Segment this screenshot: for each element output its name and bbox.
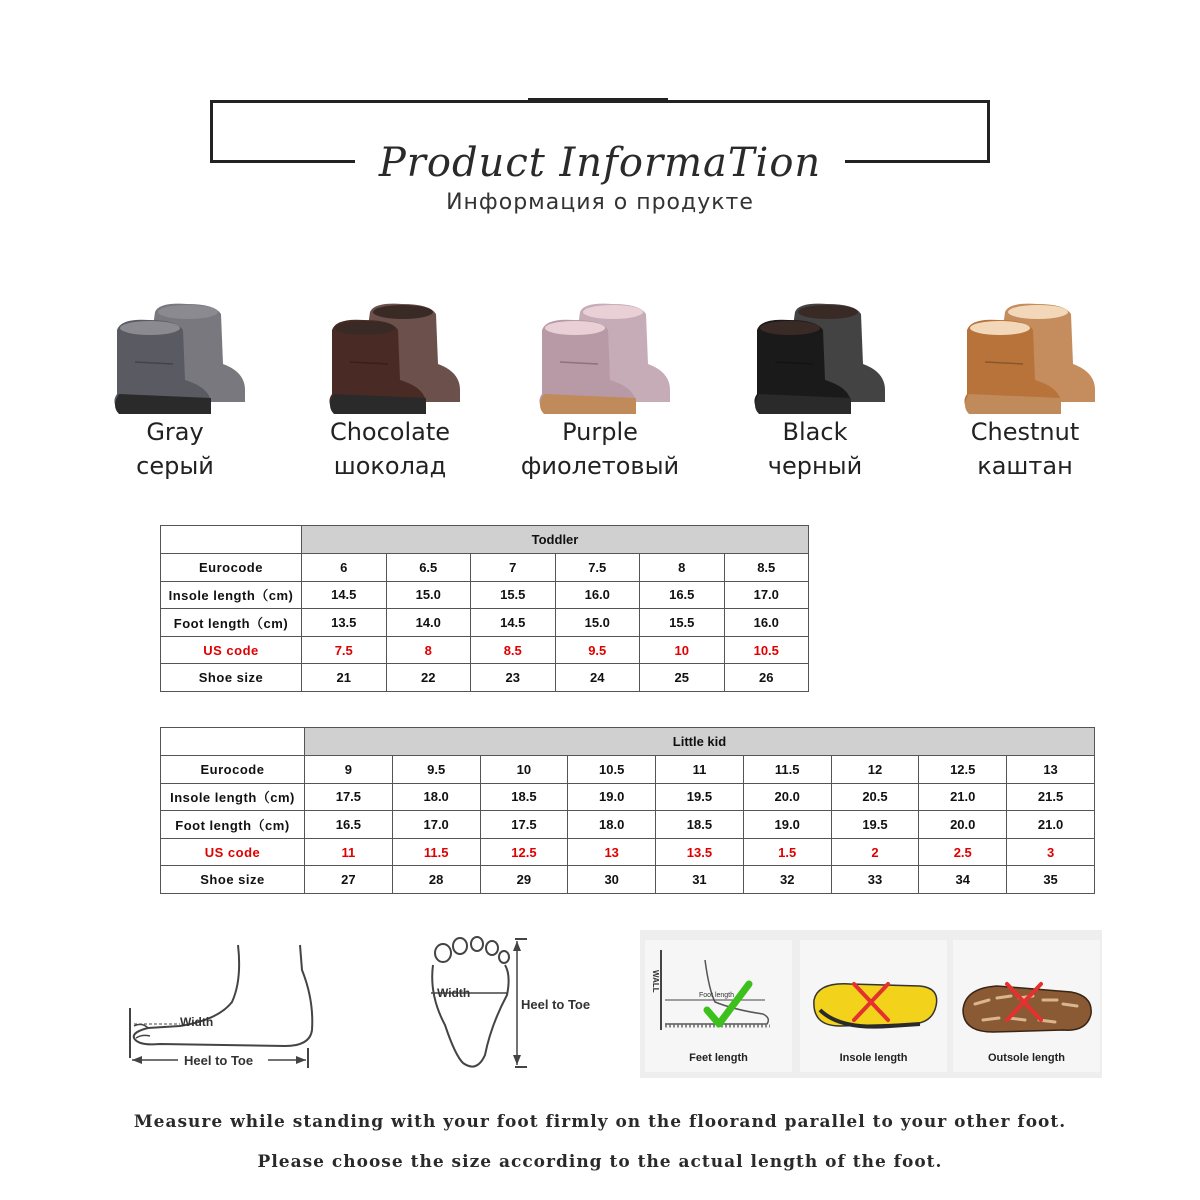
- table-row: [161, 838, 1095, 866]
- table-cell: 18.5: [480, 783, 568, 811]
- table-cell: 18.0: [568, 811, 656, 839]
- table-cell: 7: [471, 554, 556, 582]
- table-row: [161, 811, 1095, 839]
- variant-chocolate: [290, 290, 490, 490]
- table-cell: 8.5: [471, 636, 556, 664]
- side-width-label: Width: [180, 1015, 214, 1029]
- table-cell: 9: [305, 756, 393, 784]
- table-cell: 9.5: [555, 636, 640, 664]
- table-cell: 12.5: [919, 756, 1007, 784]
- little-kid-size-table: [160, 727, 1095, 894]
- table-cell: 16.5: [640, 581, 725, 609]
- toddler-group-label: Toddler: [302, 526, 809, 554]
- table-cell: 8: [386, 636, 471, 664]
- table-cell: 11.5: [743, 756, 831, 784]
- check-icon: [707, 984, 749, 1024]
- table-cell: 23: [471, 664, 556, 692]
- boot-image: [75, 290, 275, 420]
- table-cell: 9.5: [392, 756, 480, 784]
- table-cell: 20.5: [831, 783, 919, 811]
- instruction-line-1: Measure while standing with your foot firmly on the floorand parallel to your other foot.: [133, 1112, 1067, 1132]
- variant-name-en: Chocolate: [329, 418, 451, 446]
- table-cell: 12: [831, 756, 919, 784]
- table-cell: 16.0: [555, 581, 640, 609]
- table-cell: 2.5: [919, 838, 1007, 866]
- row-label: Insole length（cm): [161, 581, 302, 609]
- table-cell: 11.5: [392, 838, 480, 866]
- table-cell: 20.0: [743, 783, 831, 811]
- feet-length-caption: Feet length: [689, 1052, 748, 1064]
- variant-name-en: Purple: [562, 418, 638, 446]
- table-cell: 16.5: [305, 811, 393, 839]
- table-row: [161, 756, 1095, 784]
- table-cell: 21.0: [1007, 811, 1095, 839]
- boot-image: [715, 290, 915, 420]
- row-label: Foot length（cm): [161, 609, 302, 637]
- table-cell: 21.5: [1007, 783, 1095, 811]
- table-cell: 19.0: [568, 783, 656, 811]
- table-cell: 34: [919, 866, 1007, 894]
- variant-name-ru: серый: [136, 452, 214, 480]
- table-cell: 16.0: [724, 609, 809, 637]
- wall-label: WALL: [651, 970, 660, 993]
- table-cell: 6.5: [386, 554, 471, 582]
- table-cell: 11: [656, 756, 744, 784]
- variant-name-ru: каштан: [977, 452, 1073, 480]
- table-cell: 19.5: [831, 811, 919, 839]
- row-label: US code: [161, 838, 305, 866]
- table-cell: 17.0: [392, 811, 480, 839]
- table-cell: 10.5: [568, 756, 656, 784]
- table-cell: 13.5: [302, 609, 387, 637]
- table-cell: 18.5: [656, 811, 744, 839]
- variant-black: [715, 290, 915, 490]
- table-row: [161, 609, 809, 637]
- table-cell: 28: [392, 866, 480, 894]
- table-cell: 27: [305, 866, 393, 894]
- row-label: Eurocode: [161, 756, 305, 784]
- variant-name-ru: шоколад: [333, 452, 447, 480]
- table-cell: 6: [302, 554, 387, 582]
- table-cell: 13: [1007, 756, 1095, 784]
- table-cell: 20.0: [919, 811, 1007, 839]
- table-cell: 30: [568, 866, 656, 894]
- table-cell: 24: [555, 664, 640, 692]
- variant-purple: [500, 290, 700, 490]
- boot-image: [500, 290, 700, 420]
- table-corner-cell: [161, 526, 302, 554]
- table-cell: 1.5: [743, 838, 831, 866]
- table-cell: 12.5: [480, 838, 568, 866]
- table-cell: 17.5: [480, 811, 568, 839]
- instruction-line-2: Please choose the size according to the actual length of the foot.: [257, 1152, 943, 1172]
- table-cell: 26: [724, 664, 809, 692]
- variant-chestnut: [925, 290, 1125, 490]
- table-cell: 21.0: [919, 783, 1007, 811]
- side-foot-diagram: [120, 940, 320, 1075]
- little-kid-group-label: Little kid: [305, 728, 1095, 756]
- header-top-accent: [528, 98, 668, 102]
- table-cell: 2: [831, 838, 919, 866]
- table-cell: 10: [480, 756, 568, 784]
- outsole-length-panel: [953, 940, 1100, 1072]
- table-row: [161, 664, 809, 692]
- table-cell: 14.5: [302, 581, 387, 609]
- row-label: Shoe size: [161, 664, 302, 692]
- small-foot-length-label: Foot length: [699, 992, 735, 999]
- table-cell: 13.5: [656, 838, 744, 866]
- table-cell: 22: [386, 664, 471, 692]
- top-foot-diagram: [415, 935, 615, 1075]
- variant-name-en: Chestnut: [970, 418, 1080, 446]
- table-cell: 15.5: [640, 609, 725, 637]
- table-cell: 25: [640, 664, 725, 692]
- table-cell: 14.0: [386, 609, 471, 637]
- table-cell: 10: [640, 636, 725, 664]
- row-label: Shoe size: [161, 866, 305, 894]
- insole-illustration: [800, 940, 947, 1050]
- table-cell: 10.5: [724, 636, 809, 664]
- table-cell: 7.5: [302, 636, 387, 664]
- table-cell: 14.5: [471, 609, 556, 637]
- outsole-illustration: [953, 940, 1100, 1050]
- table-cell: 13: [568, 838, 656, 866]
- table-cell: 15.5: [471, 581, 556, 609]
- table-row: [161, 581, 809, 609]
- table-corner-cell: [161, 728, 305, 756]
- top-width-label: Width: [437, 986, 471, 1000]
- table-cell: 11: [305, 838, 393, 866]
- variant-name-ru: фиолетовый: [520, 452, 680, 480]
- top-heel-label: Heel to Toe: [521, 997, 591, 1012]
- table-cell: 17.5: [305, 783, 393, 811]
- foot-length-panel: [645, 940, 792, 1072]
- insole-length-caption: Insole length: [839, 1052, 908, 1064]
- table-cell: 3: [1007, 838, 1095, 866]
- table-row: [161, 866, 1095, 894]
- table-cell: 29: [480, 866, 568, 894]
- table-row: [161, 554, 809, 582]
- variant-gray: [75, 290, 275, 490]
- side-heel-label: Heel to Toe: [184, 1053, 254, 1068]
- table-cell: 7.5: [555, 554, 640, 582]
- table-cell: 18.0: [392, 783, 480, 811]
- row-label: Insole length（cm): [161, 783, 305, 811]
- table-row: [161, 636, 809, 664]
- page-title: Product InformaTion: [378, 140, 822, 186]
- variant-name-en: Black: [782, 418, 848, 446]
- toddler-size-table: [160, 525, 809, 692]
- table-header-row: [161, 526, 809, 554]
- table-cell: 8: [640, 554, 725, 582]
- table-cell: 32: [743, 866, 831, 894]
- variant-name-en: Gray: [146, 418, 204, 446]
- insole-length-panel: [800, 940, 947, 1072]
- table-cell: 8.5: [724, 554, 809, 582]
- table-cell: 33: [831, 866, 919, 894]
- boot-image: [925, 290, 1125, 420]
- table-cell: 19.0: [743, 811, 831, 839]
- table-row: [161, 783, 1095, 811]
- row-label: Foot length（cm): [161, 811, 305, 839]
- table-cell: 15.0: [386, 581, 471, 609]
- foot-length-illustration: [645, 940, 792, 1050]
- boot-image: [290, 290, 490, 420]
- table-cell: 17.0: [724, 581, 809, 609]
- table-cell: 35: [1007, 866, 1095, 894]
- outsole-length-caption: Outsole length: [988, 1052, 1065, 1064]
- table-cell: 15.0: [555, 609, 640, 637]
- row-label: Eurocode: [161, 554, 302, 582]
- row-label: US code: [161, 636, 302, 664]
- table-cell: 19.5: [656, 783, 744, 811]
- variant-name-ru: черный: [767, 452, 863, 480]
- table-cell: 21: [302, 664, 387, 692]
- table-cell: 31: [656, 866, 744, 894]
- page-subtitle: Информация о продукте: [446, 190, 754, 215]
- table-header-row: [161, 728, 1095, 756]
